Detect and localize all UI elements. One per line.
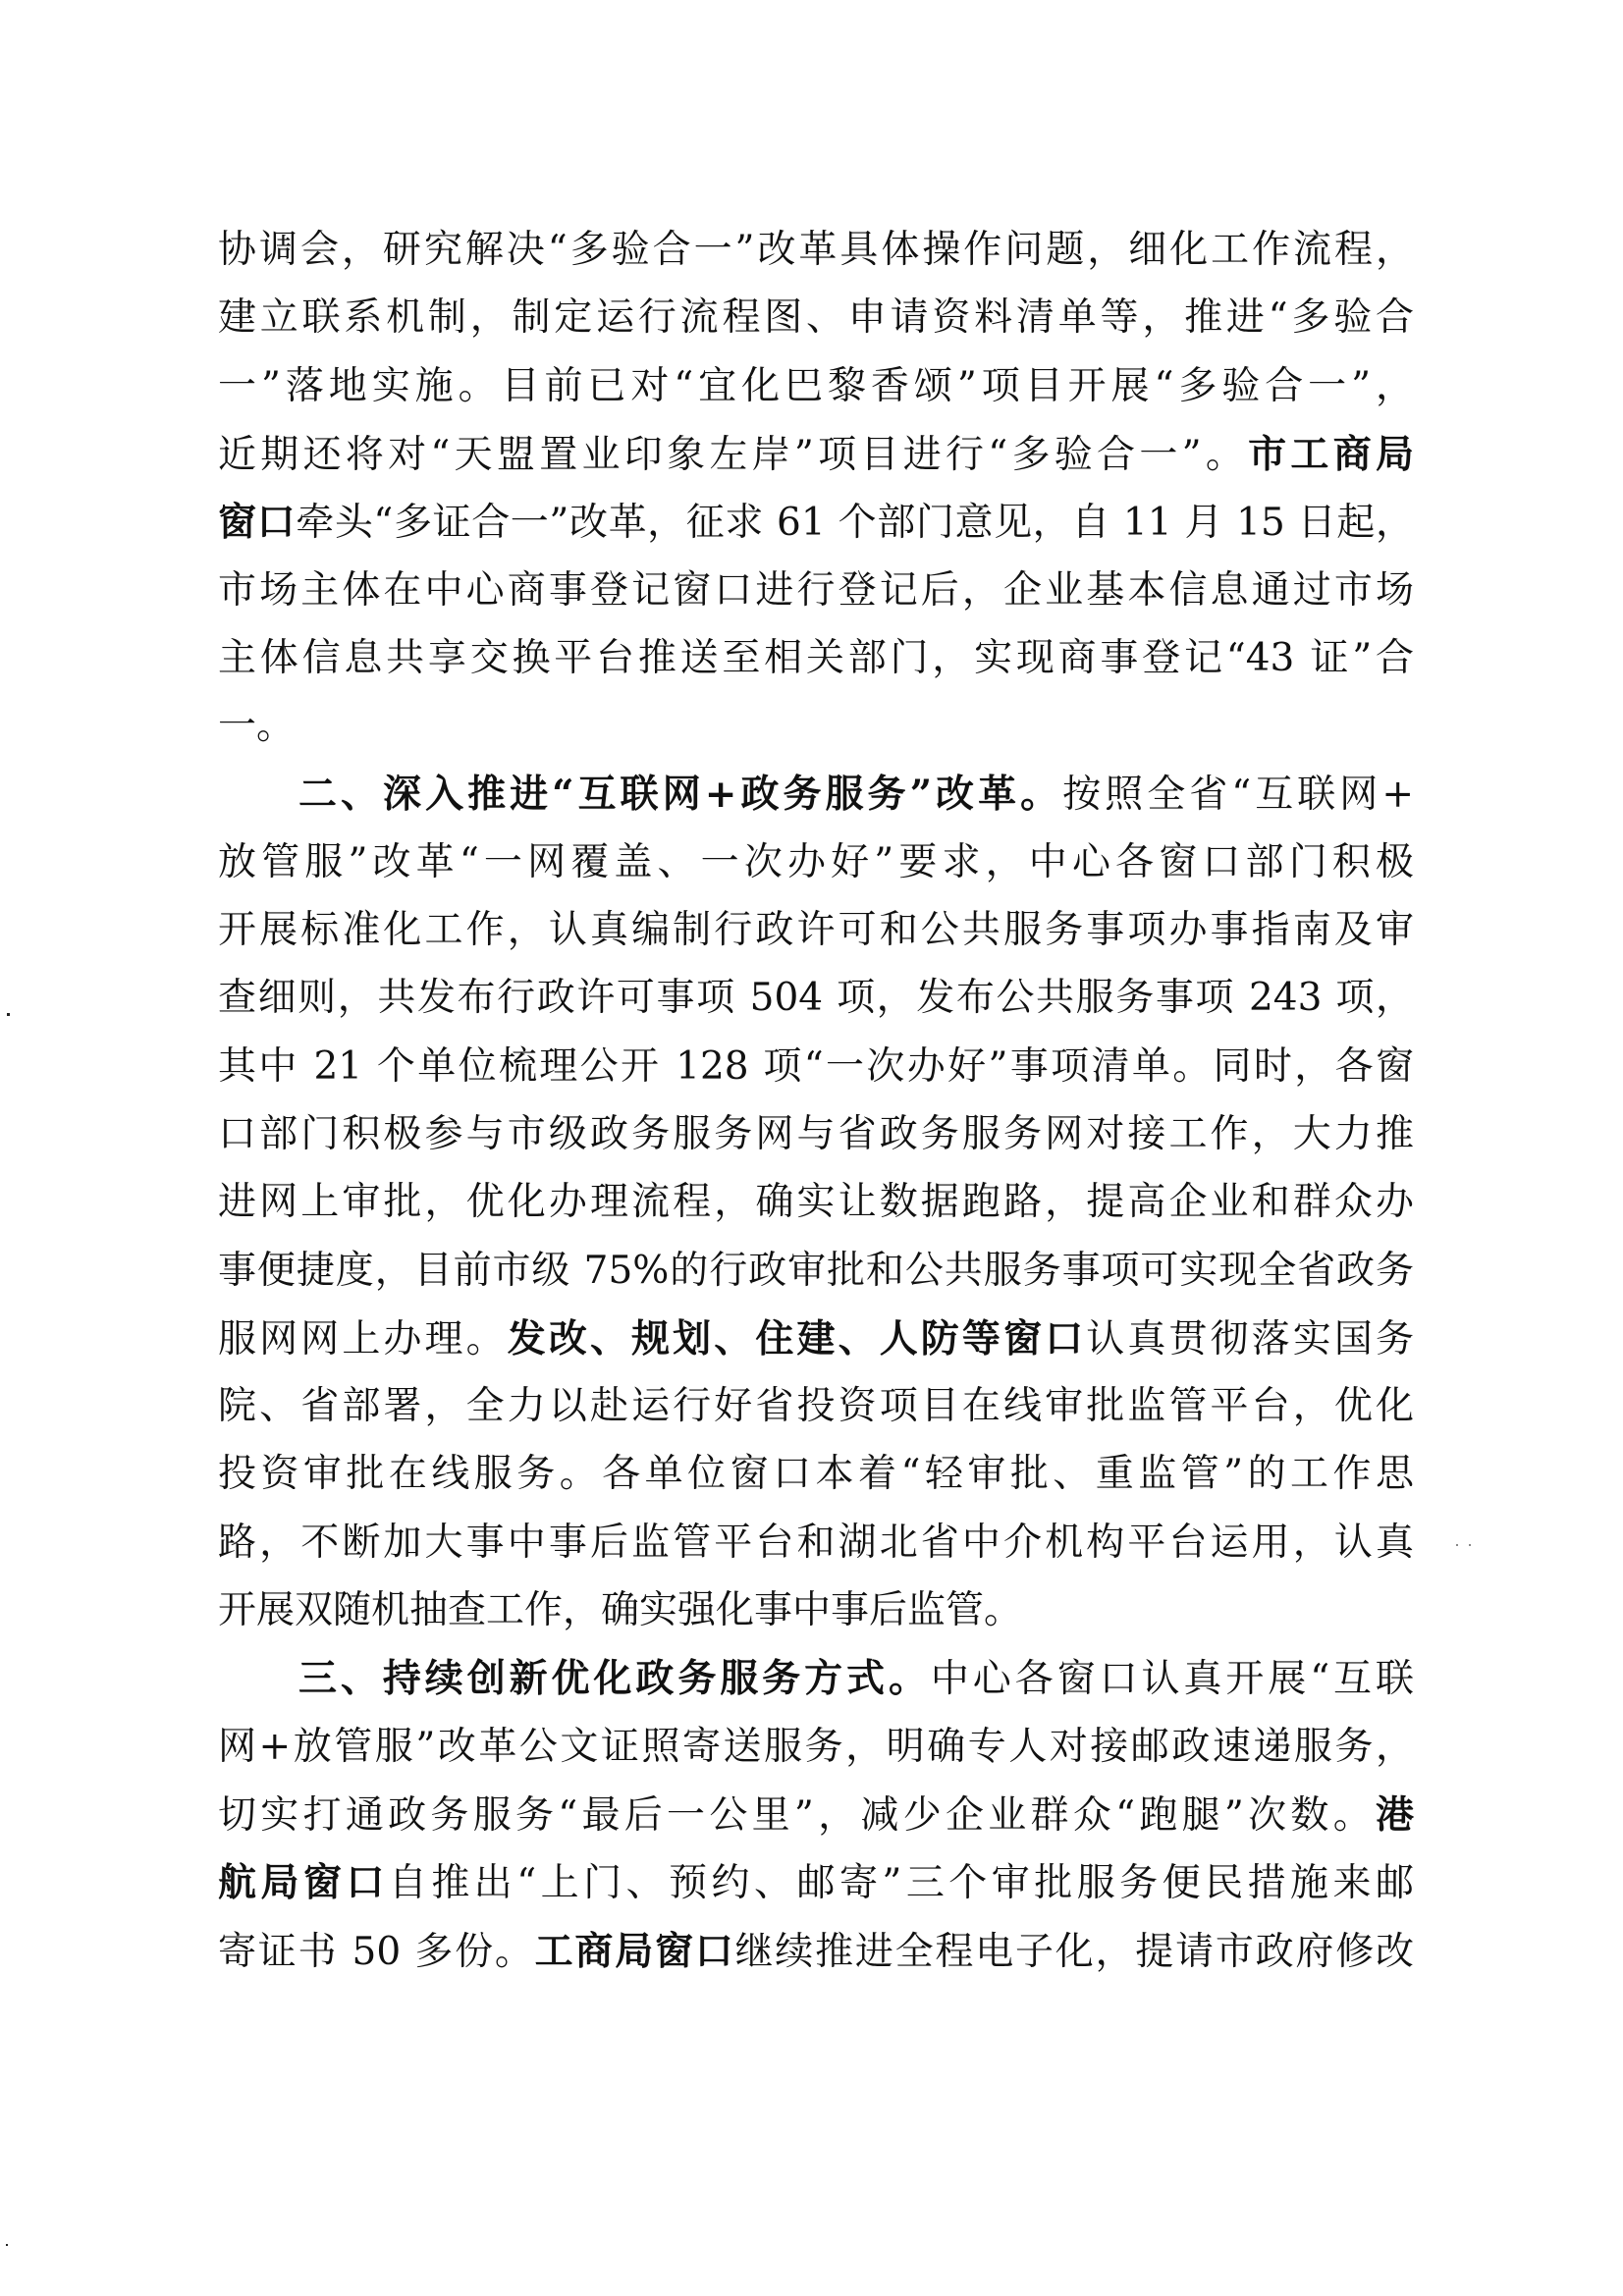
paragraph-line: [218, 1451, 1414, 1498]
text-segment: 口部门积极参与市级政务服务网与省政务服务网对接工作，大力推: [218, 1112, 1414, 1156]
paragraph-line: [218, 294, 1414, 342]
text-segment: 牵头“多证合一”改革，征求 61 个部门意见，自 11 月 15 日起，: [296, 501, 1414, 545]
text-segment: 查细则，共发布行政许可事项 504 项，发布公共服务事项 243 项，: [218, 976, 1414, 1020]
paragraph-line: [218, 1179, 1414, 1226]
text-segment: 协调会，研究解决“多验合一”改革具体操作问题，细化工作流程，: [218, 228, 1414, 272]
text-segment: 主体信息共享交换平台推送至相关部门，实现商事登记“43 证”合: [218, 636, 1414, 680]
text-segment: 服网网上办理。: [218, 1317, 508, 1362]
text-segment: 一。: [218, 704, 296, 748]
text-segment: 自推出“上门、预约、邮寄”三个审批服务便民措施来邮: [388, 1861, 1414, 1905]
section-heading-line: [298, 771, 1414, 818]
paragraph-line: [218, 1315, 1414, 1362]
bold-text-segment: 三、持续创新优化政务服务方式。: [298, 1656, 931, 1701]
paragraph-line: [218, 1383, 1414, 1430]
paragraph-line: [218, 1043, 1414, 1091]
bold-text-segment: 航局窗口: [218, 1860, 389, 1905]
text-segment: 认真贯彻落实国务: [1086, 1317, 1414, 1362]
paragraph-line: [218, 907, 1414, 954]
text-segment: 市场主体在中心商事登记窗口进行登记后，企业基本信息通过市场: [218, 568, 1414, 613]
section-heading-line: [298, 1655, 1414, 1702]
paragraph-line: [218, 839, 1414, 886]
text-segment: 一”落地实施。目前已对“宜化巴黎香颂”项目开展“多验合一”，: [218, 364, 1414, 408]
scan-speck-left: [7, 1013, 10, 1016]
text-segment: 开展标准化工作，认真编制行政许可和公共服务事项办事指南及审: [218, 908, 1414, 952]
paragraph-line: [218, 363, 1414, 410]
text-segment: 事便捷度，目前市级 75%的行政审批和公共服务事项可实现全省政务: [218, 1249, 1414, 1293]
paragraph-line: [218, 567, 1414, 614]
bold-text-segment: 二、深入推进“互联网+政务服务”改革。: [298, 772, 1063, 817]
text-segment: 寄证书 50 多份。: [218, 1930, 535, 1974]
paragraph-line: [218, 1111, 1414, 1158]
paragraph-line: [218, 1859, 1414, 1906]
text-segment: 切实打通政务服务“最后一公里”，减少企业群众“跑腿”次数。: [218, 1793, 1376, 1838]
paragraph-line: [218, 635, 1414, 682]
bold-text-segment: 窗口: [218, 500, 297, 545]
text-segment: 网+放管服”改革公文证照寄送服务，明确专人对接邮政速递服务，: [218, 1725, 1414, 1769]
bold-text-segment: 工商局窗口: [534, 1929, 735, 1974]
text-segment: 中心各窗口认真开展“互联: [930, 1657, 1414, 1701]
paragraph-line: [218, 1587, 1414, 1634]
paragraph-line: [218, 1520, 1414, 1567]
text-segment: 院、省部署，全力以赴运行好省投资项目在线审批监管平台，优化: [218, 1384, 1414, 1428]
paragraph-line: [218, 431, 1414, 478]
text-segment: 进网上审批，优化办理流程，确实让数据跑路，提高企业和群众办: [218, 1180, 1414, 1224]
paragraph-line: [218, 1248, 1414, 1295]
text-segment: 其中 21 个单位梳理公开 128 项“一次办好”事项清单。同时，各窗: [218, 1044, 1414, 1089]
scan-speck-right-a: [1456, 1544, 1458, 1546]
text-segment: 按照全省“互联网+: [1062, 773, 1415, 817]
text-segment: 投资审批在线服务。各单位窗口本着“轻审批、重监管”的工作思: [218, 1452, 1414, 1496]
paragraph-line: [218, 1928, 1414, 1975]
scan-speck-bottom-left: [6, 2244, 8, 2246]
bold-text-segment: 发改、规划、住建、人防等窗口: [507, 1316, 1087, 1362]
bold-text-segment: 市工商局: [1248, 432, 1414, 477]
text-segment: 开展双随机抽查工作，确实强化事中事后监管。: [218, 1588, 1023, 1632]
paragraph-line: [218, 499, 1414, 546]
paragraph-line: [218, 975, 1414, 1022]
scan-speck-right-b: [1469, 1544, 1471, 1546]
text-segment: 建立联系机制，制定运行流程图、申请资料清单等，推进“多验合: [218, 295, 1414, 340]
paragraph-line: [218, 227, 1414, 274]
paragraph-line: [218, 703, 1414, 750]
bold-text-segment: 港: [1375, 1792, 1414, 1838]
text-segment: 放管服”改革“一网覆盖、一次办好”要求，中心各窗口部门积极: [218, 840, 1414, 884]
paragraph-line: [218, 1724, 1414, 1771]
text-segment: 近期还将对“天盟置业印象左岸”项目进行“多验合一”。: [218, 433, 1249, 477]
paragraph-line: [218, 1791, 1414, 1839]
text-segment: 路，不断加大事中事后监管平台和湖北省中介机构平台运用，认真: [218, 1521, 1414, 1565]
text-segment: 继续推进全程电子化，提请市政府修改: [734, 1930, 1414, 1974]
